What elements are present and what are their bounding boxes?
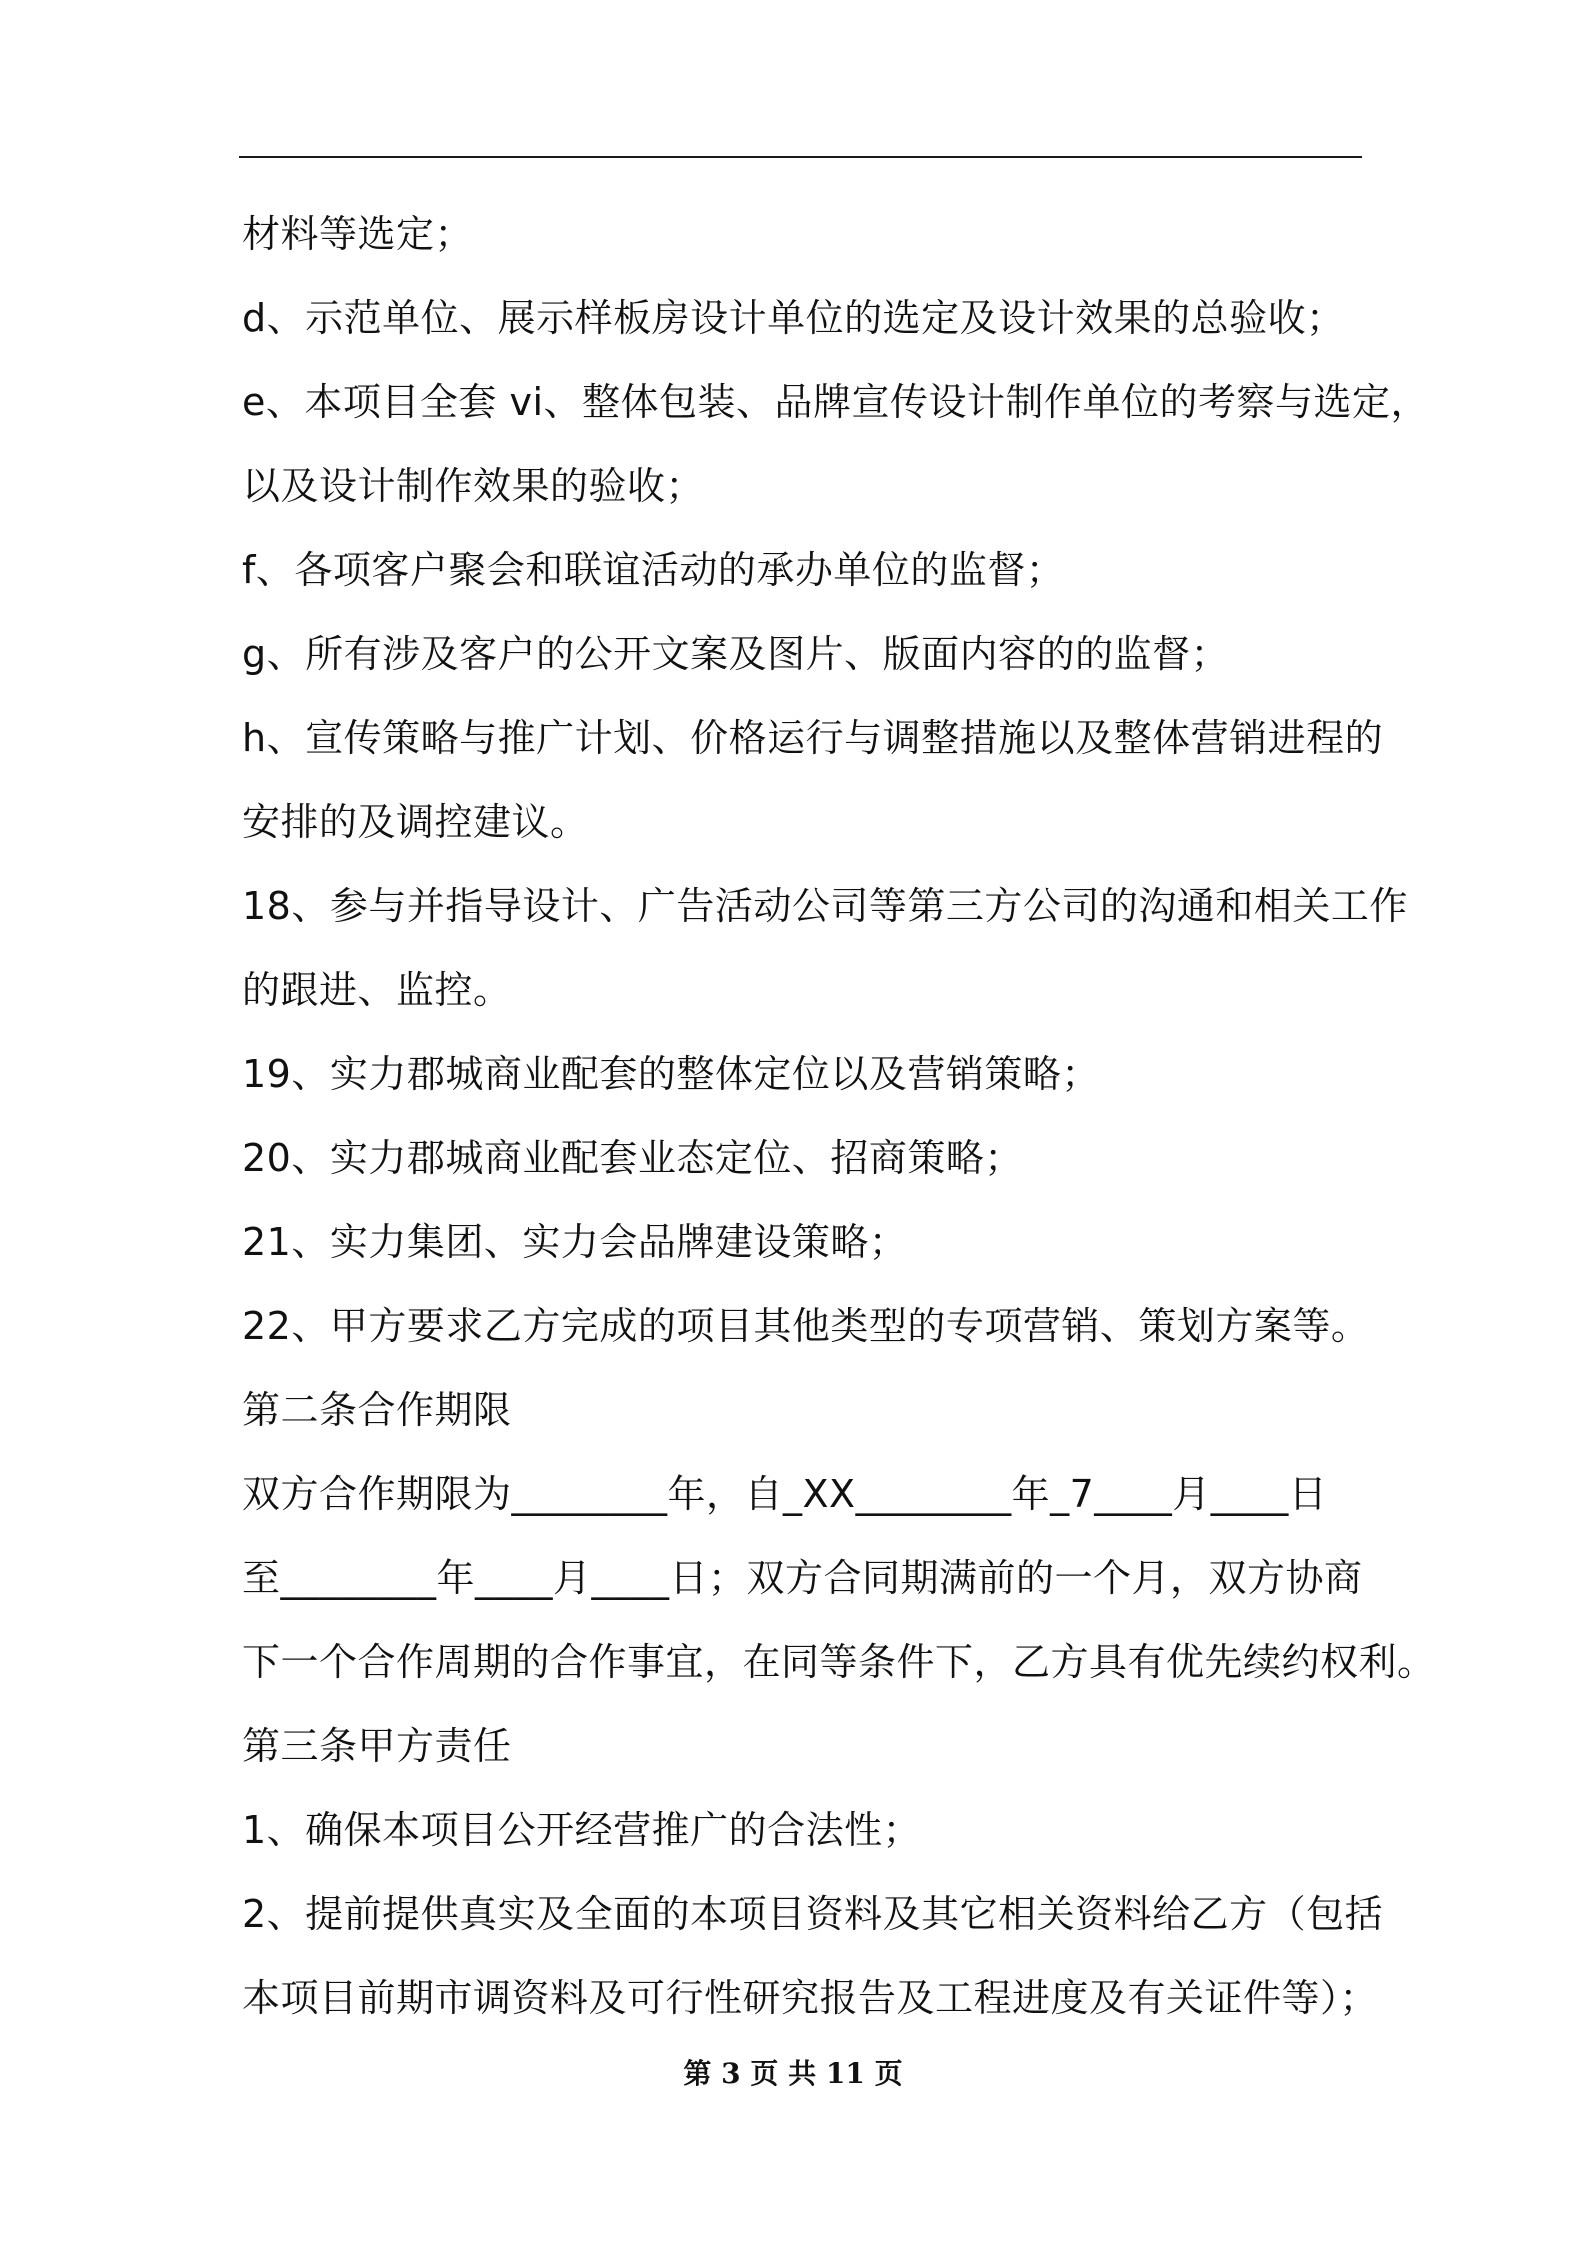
text-line: h、宣传策略与推广计划、价格运行与调整措施以及整体营销进程的 bbox=[242, 716, 1384, 760]
text-line: 的跟进、监控。 bbox=[242, 968, 512, 1012]
text-line: 21、实力集团、实力会品牌建设策略； bbox=[242, 1220, 908, 1264]
text-line: 18、参与并指导设计、广告活动公司等第三方公司的沟通和相关工作 bbox=[242, 884, 1408, 928]
text-line: 2、提前提供真实及全面的本项目资料及其它相关资料给乙方（包括 bbox=[242, 1892, 1384, 1936]
text-line: 材料等选定； bbox=[242, 212, 474, 256]
text-line: 22、甲方要求乙方完成的项目其他类型的专项营销、策划方案等。 bbox=[242, 1304, 1370, 1348]
text-line: 19、实力郡城商业配套的整体定位以及营销策略； bbox=[242, 1052, 1100, 1096]
text-line: d、示范单位、展示样板房设计单位的选定及设计效果的总验收； bbox=[242, 296, 1345, 340]
text-line: f、各项客户聚会和联谊活动的承办单位的监督； bbox=[242, 548, 1065, 592]
text-line: e、本项目全套 vi、整体包装、品牌宣传设计制作单位的考察与选定， bbox=[242, 380, 1430, 424]
text-line: 安排的及调控建议。 bbox=[242, 800, 589, 844]
section-heading: 第二条合作期限 bbox=[242, 1388, 512, 1432]
document-body bbox=[242, 192, 1436, 2040]
text-line: g、所有涉及客户的公开文案及图片、版面内容的的监督； bbox=[242, 632, 1230, 676]
text-line: 本项目前期市调资料及可行性研究报告及工程进度及有关证件等）； bbox=[242, 1976, 1379, 2020]
header-rule bbox=[239, 156, 1362, 158]
section-heading: 第三条甲方责任 bbox=[242, 1724, 512, 1768]
text-line: 至________年____月____日；双方合同期满前的一个月，双方协商 bbox=[242, 1556, 1363, 1600]
text-line: 双方合作期限为________年，自_XX________年_7____月____日 bbox=[242, 1472, 1328, 1516]
text-line: 以及设计制作效果的验收； bbox=[242, 464, 705, 508]
text-line: 1、确保本项目公开经营推广的合法性； bbox=[242, 1808, 922, 1852]
text-line: 下一个合作周期的合作事宜，在同等条件下，乙方具有优先续约权利。 bbox=[242, 1640, 1436, 1684]
page-number: 第 3 页 共 11 页 bbox=[683, 2057, 903, 2090]
text-line: 20、实力郡城商业配套业态定位、招商策略； bbox=[242, 1136, 1023, 1180]
